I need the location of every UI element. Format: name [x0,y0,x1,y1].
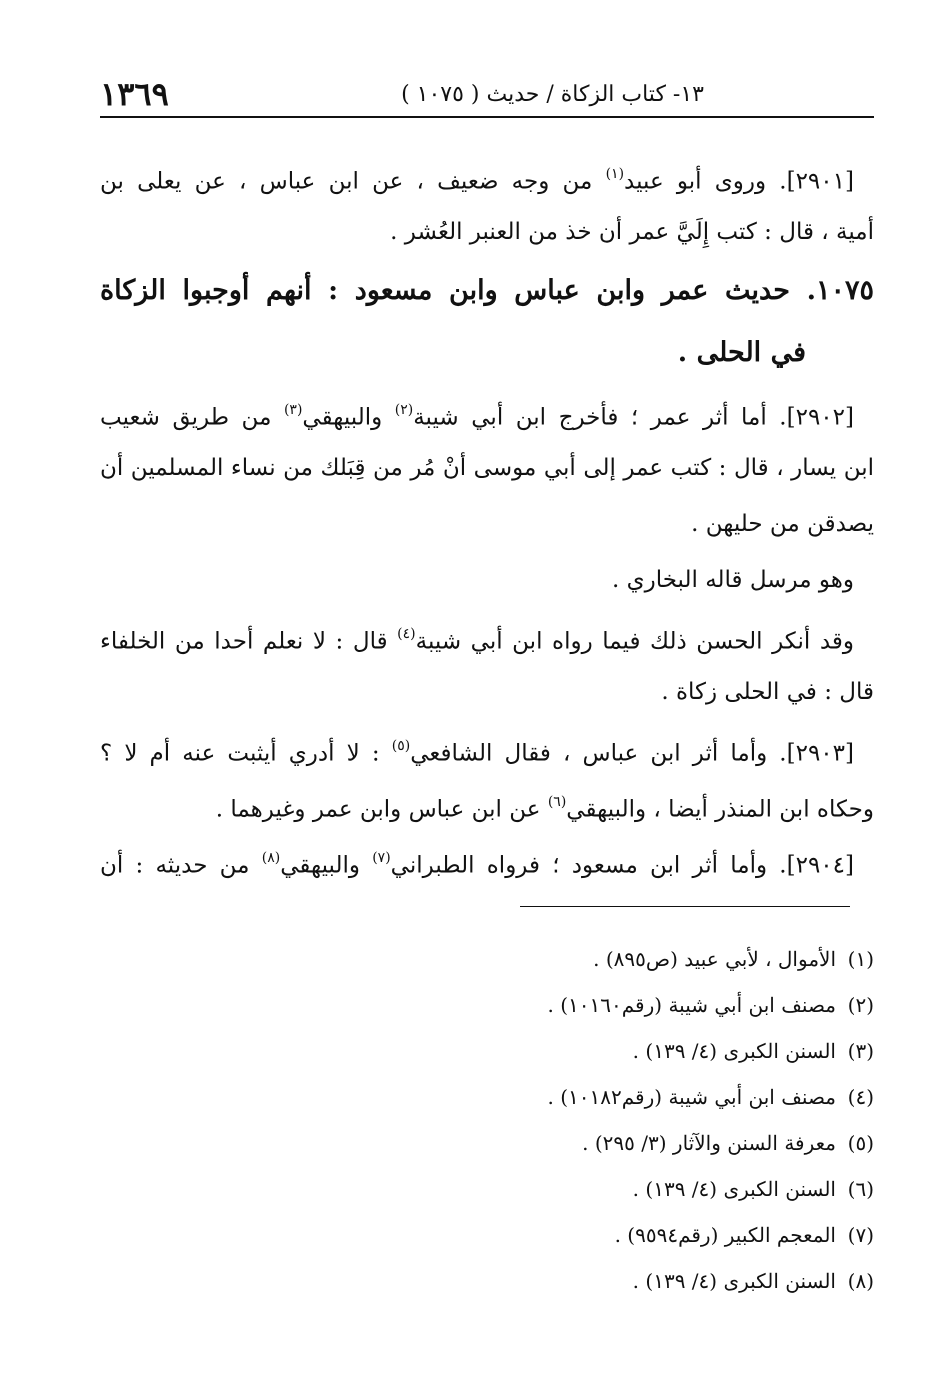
footnote-item: (٦)السنن الكبرى (٤/ ١٣٩) . [632,1177,874,1201]
footnote-item: (٢)مصنف ابن أبي شيبة (رقم١٠١٦٠) . [547,993,874,1017]
header-title: ١٣- كتاب الزكاة / حديث ( ١٠٧٥ ) [401,81,704,107]
paragraph-2904-line-1: [٢٩٠٤]. وأما أثر ابن مسعود ؛ فرواه الطبراني$^{(٧)}$ والبيهقي$^{(٨)}$ من حديثه : أن [100,850,854,879]
footnotes [374,936,874,1304]
page-number: ١٣٦٩ [100,75,169,113]
footnote-ref-1[interactable]: (١) [605,166,625,182]
paragraph-2903-line-2: وحكاه ابن المنذر أيضا ، والبيهقي$^{(٦)}$ عن ابن عباس وابن عمر وغيرهما . [215,794,874,823]
running-header [100,72,874,118]
footnote-ref-7[interactable]: (٧) [372,850,391,866]
footnote-ref-6[interactable]: (٦) [547,794,567,810]
footnote-item: (٥)معرفة السنن والآثار (٣/ ٢٩٥) . [582,1131,874,1155]
paragraph-2902-line-2: ابن يسار ، قال : كتب عمر إلى أبي موسى أنْ مُر من قِبَلك من نساء المسلمين أن [100,455,874,481]
main-text [100,148,874,888]
footnote-item: (٧)المعجم الكبير (رقم٩٥٩٤) . [614,1223,874,1247]
footnote-separator [520,906,850,907]
footnote-item: (٨)السنن الكبرى (٤/ ١٣٩) . [632,1269,874,1293]
footnote-ref-2[interactable]: (٢) [394,402,414,418]
paragraph-mursal: وهو مرسل قاله البخاري . [611,567,854,593]
section-heading-line-1: ١٠٧٥. حديث عمر وابن عباس وابن مسعود : أنهم أوجبوا الزكاة [100,275,874,306]
footnote-item: (٣)السنن الكبرى (٤/ ١٣٩) . [632,1039,874,1063]
footnote-item: (٤)مصنف ابن أبي شيبة (رقم١٠١٨٢) . [547,1085,874,1109]
paragraph-hasan-line-1: وقد أنكر الحسن ذلك فيما رواه ابن أبي شيبة$^{(٤)}$ قال : لا نعلم أحدا من الخلفاء [100,626,854,655]
paragraph-2902-line-3: يصدقن من حليهن . [691,511,874,537]
paragraph-hasan-line-2: قال : في الحلى زكاة . [661,679,874,705]
footnote-ref-8[interactable]: (٨) [261,850,281,866]
paragraph-2902-line-1: [٢٩٠٢]. أما أثر عمر ؛ فأخرج ابن أبي شيبة$^{(٢)}$ والبيهقي$^{(٣)}$ من طريق شعيب [100,402,854,431]
paragraph-2901-line-2: أمية ، قال : كتب إِلَيَّ عمر أن خذ من العنبر العُشر . [390,219,874,245]
paragraph-2903-line-1: [٢٩٠٣]. وأما أثر ابن عباس ، فقال الشافعي$^{(٥)}$ : لا أدري أيثبت عنه أم لا ؟ [100,738,854,767]
footnote-ref-4[interactable]: (٤) [397,626,416,642]
paragraph-2901-line-1: [٢٩٠١]. وروى أبو عبيد$^{(١)}$ من وجه ضعيف ، عن ابن عباس ، عن يعلى بن [100,166,854,195]
footnote-ref-3[interactable]: (٣) [283,402,303,418]
footnote-item: (١)الأموال ، لأبي عبيد (ص٨٩٥) . [593,947,874,971]
footnote-ref-5[interactable]: (٥) [391,738,411,754]
section-heading-line-2: في الحلى . [677,337,806,368]
